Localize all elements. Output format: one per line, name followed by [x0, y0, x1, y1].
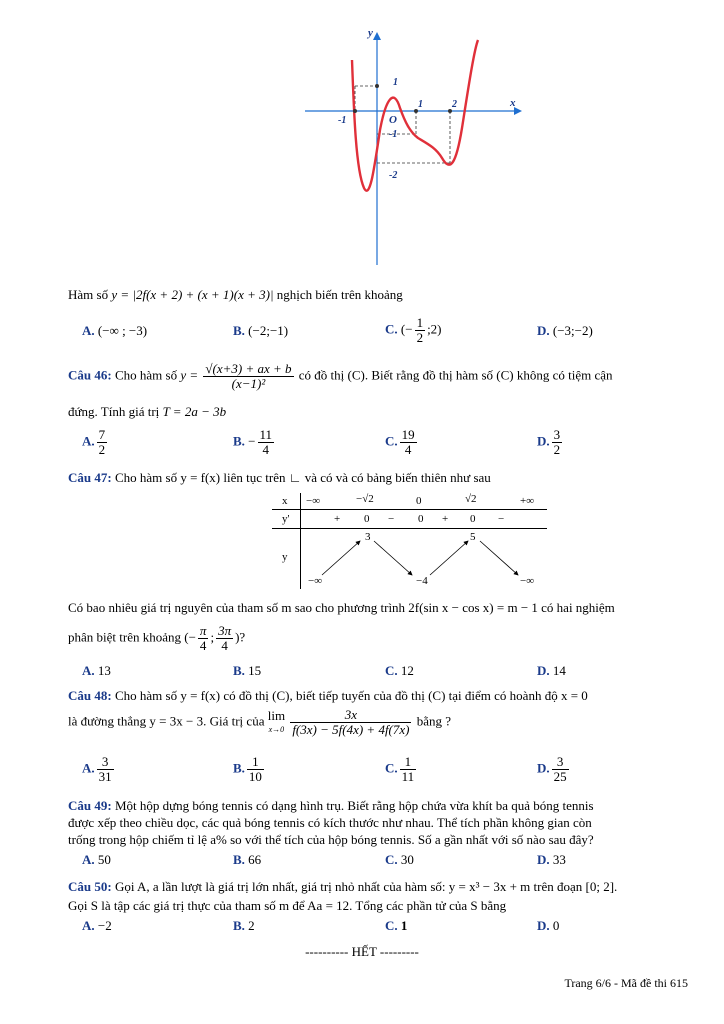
tick-m2-y: -2	[389, 170, 398, 181]
vt-y-head: y	[282, 551, 288, 563]
q50-answer-d[interactable]: D. 0	[537, 918, 560, 933]
q48-answer-d[interactable]: D. $\frac{3}{25}$	[537, 754, 567, 784]
vt-yp-val: −	[388, 513, 395, 525]
q48-label: Câu 48:	[68, 688, 112, 703]
function-curve	[352, 40, 478, 191]
vt-x-val: +∞	[520, 495, 535, 507]
q45-answer-d[interactable]: D. (−3;−2)	[537, 323, 593, 338]
origin-label: O	[389, 114, 397, 126]
vt-yp-val: 0	[364, 513, 370, 525]
q47-answer-c[interactable]: C. 12	[385, 663, 414, 678]
vt-x-val: √2	[465, 493, 477, 505]
vt-x-head: x	[282, 495, 288, 507]
tick-m1-y: -1	[389, 129, 398, 140]
point	[353, 109, 357, 113]
q47-answer-d[interactable]: D. 14	[537, 663, 566, 678]
q50-label: Câu 50:	[68, 879, 112, 894]
vt-y-val: −4	[416, 575, 428, 587]
y-axis-label: y	[368, 27, 373, 39]
q46-answer-c[interactable]: C. $\frac{19}{4}$	[385, 427, 415, 457]
graph-svg	[300, 20, 530, 270]
vt-yp-val: +	[334, 513, 341, 525]
vt-x-val: 0	[416, 495, 422, 507]
end-marker: ---------- HẾT ---------	[305, 944, 419, 959]
x-axis-label: x	[510, 97, 516, 109]
vt-y-val: −∞	[520, 575, 535, 587]
q46-stem-2: đứng. Tính giá trị T = 2a − 3b	[68, 404, 227, 419]
q45-prefix: Hàm số	[68, 287, 109, 302]
q50-answer-c[interactable]: C. 1	[385, 918, 408, 933]
vt-yp-val: +	[442, 513, 449, 525]
page-number: Trang 6/6 - Mã đề thi 615	[564, 976, 688, 990]
vt-yp-val: 0	[470, 513, 476, 525]
q48-answer-b[interactable]: B. $\frac{1}{10}$	[233, 754, 262, 784]
q45-answer-a[interactable]: A. (−∞ ; −3)	[82, 323, 148, 338]
q46-answer-b[interactable]: B. − $\frac{11}{4}$	[233, 427, 273, 457]
vt-yp-val: 0	[418, 513, 424, 525]
variation-table	[272, 493, 547, 589]
q50-answer-b[interactable]: B. 2	[233, 918, 255, 933]
tick-1-y: 1	[393, 77, 398, 88]
tick-1-x: 1	[418, 99, 423, 110]
q45-formula: y = |2f(x + 2) + (x + 1)(x + 3)|	[111, 287, 274, 302]
vt-y-val: 5	[470, 531, 476, 543]
q49-answer-a[interactable]: A. 50	[82, 852, 111, 867]
q48-stem-2: là đường thẳng y = 3x − 3. Giá trị của lim x→0 $\frac{3x}{f(3x) - 5f(4x) + 4f(7x)}$ bằng ?	[68, 707, 452, 737]
q49-answer-c[interactable]: C. 30	[385, 852, 414, 867]
tick-m1-x: -1	[338, 115, 347, 126]
q46-fraction: $\frac{√(x+3) + ax + b}{\text{(x−1)²}}$	[205, 361, 292, 391]
q49-answer-d[interactable]: D. 33	[537, 852, 566, 867]
q45-suffix: nghịch biến trên khoảng	[276, 287, 403, 302]
q46-stem: Câu 46: Cho hàm số y = $\frac{√(x+3) + ax + b}{\text{(x−1)²}}$ có đồ thị (C). Biết rằng đồ thị hàm số (C) không có tiệm cận	[68, 361, 613, 391]
vt-y-val: 3	[365, 531, 371, 543]
q49-stem: Câu 49: Một hộp dựng bóng tennis có dạng hình trụ. Biết rằng hộp chứa vừa khít ba quả bóng tennis được xếp theo chiều dọc, các quả bóng tennis có kích thước như nhau. Thể tích phần không gian còn trống trong hộp chiếm tỉ lệ a% so với thể tích của hộp bóng tennis. Số a gần nhất với số nào sau đây?	[68, 798, 594, 847]
vt-y-val: −∞	[308, 575, 323, 587]
q45-stem	[68, 287, 704, 303]
q45-answer-b[interactable]: B. (−2;−1)	[233, 323, 289, 338]
q48-answer-a[interactable]: A. $\frac{3}{31}$	[82, 754, 112, 784]
point	[375, 84, 379, 88]
q47-stem-3: phân biệt trên khoảng (− $\frac{\pi}{4}$ ; $\frac{3\pi}{4}$ )?	[68, 623, 246, 653]
q48-fraction: $\frac{3x}{f(3x) - 5f(4x) + 4f(7x)}$	[292, 707, 410, 737]
q45-answer-c[interactable]: C. (− $\frac{1}{2}$ ;2)	[385, 315, 442, 345]
q47-stem: Câu 47: Cho hàm số y = f(x) liên tục trên ∟ và có và có bảng biến thiên như sau	[68, 470, 491, 485]
q46-label: Câu 46:	[68, 367, 112, 383]
q47-answer-b[interactable]: B. 15	[233, 663, 262, 678]
q46-answer-a[interactable]: A. $\frac{7}{2}$	[82, 427, 106, 457]
y-axis-arrow	[373, 32, 381, 40]
vt-x-val: −∞	[306, 495, 321, 507]
function-graph	[300, 20, 530, 274]
vt-yp-val: −	[498, 513, 505, 525]
q49-answer-b[interactable]: B. 66	[233, 852, 262, 867]
q48-answer-c[interactable]: C. $\frac{1}{11}$	[385, 754, 415, 784]
vt-x-val: −√2	[356, 493, 374, 505]
tick-2-x: 2	[452, 99, 457, 110]
q50-stem: Câu 50: Gọi A, a lần lượt là giá trị lớn nhất, giá trị nhỏ nhất của hàm số: y = x³ − 3x + m trên đoạn [0; 2]. Gọi S là tập các giá trị thực của tham số m để Aa = 12. Tổng các phần tử của S bằng	[68, 879, 618, 913]
q50-answer-a[interactable]: A. −2	[82, 918, 112, 933]
vt-arrows	[272, 493, 547, 589]
q48-stem: Câu 48: Cho hàm số y = f(x) có đồ thị (C), biết tiếp tuyến của đồ thị (C) tại điểm có hoành độ x = 0	[68, 688, 588, 703]
q47-stem-2: Có bao nhiêu giá trị nguyên của tham số m sao cho phương trình 2f(sin x − cos x) = m − 1 có hai nghiệm	[68, 600, 615, 615]
q46-answer-d[interactable]: D. $\frac{3}{2}$	[537, 427, 561, 457]
q47-label: Câu 47:	[68, 470, 112, 485]
q47-answer-a[interactable]: A. 13	[82, 663, 111, 678]
vt-yp-head: y'	[282, 513, 290, 525]
q49-label: Câu 49:	[68, 798, 112, 813]
